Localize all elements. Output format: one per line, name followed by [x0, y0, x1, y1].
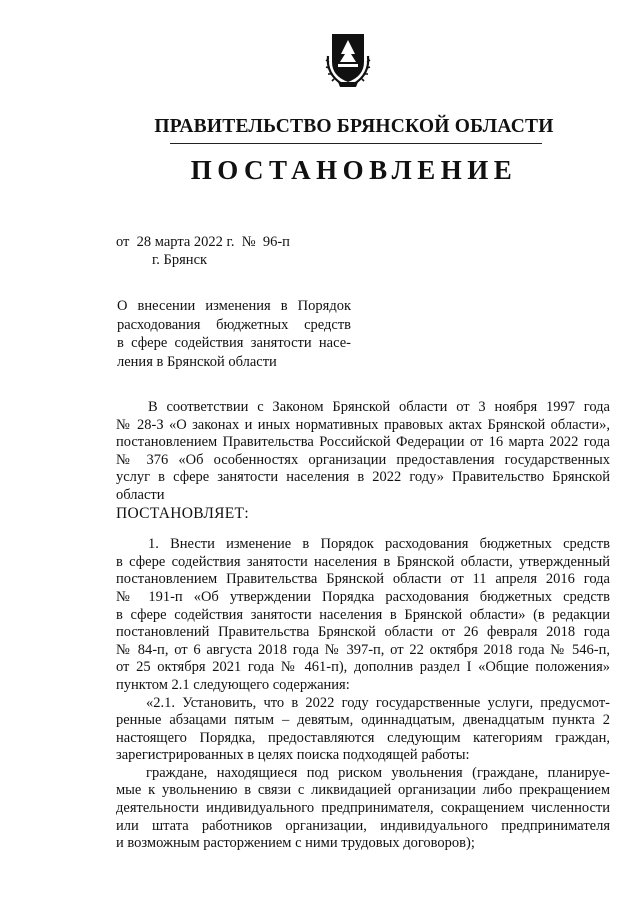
- preamble-line: № 376 «Об особенностях организации предоставления государственных: [116, 451, 610, 468]
- subject-line: О внесении изменения в Порядок: [117, 298, 351, 314]
- document-body: [116, 399, 610, 853]
- clause-2-1-line: зарегистрированных в целях поиска подходящей работы:: [116, 747, 470, 764]
- citizens-line: деятельности индивидуального предпринимателя, сокращением численности: [116, 800, 610, 817]
- subject-line: расходования бюджетных средств: [117, 316, 351, 333]
- header-divider: [170, 143, 542, 144]
- item1-line: в сфере содействия занятости населения в Брянской области, утвержденный: [116, 553, 610, 570]
- organization-name: ПРАВИТЕЛЬСТВО БРЯНСКОЙ ОБЛАСТИ: [154, 116, 554, 137]
- item1-line: № 84-п, от 6 августа 2018 года № 397-п, от 22 октября 2018 года № 546-п,: [116, 641, 610, 658]
- coat-of-arms-icon: [324, 30, 372, 88]
- document-type-title: ПОСТАНОВЛЕНИЕ: [190, 155, 518, 185]
- paragraph-gap: [116, 522, 610, 536]
- resolve-heading: ПОСТАНОВЛЯЕТ:: [116, 504, 249, 522]
- citizens-line: и возможным расторжением с ними трудовых договоров);: [116, 835, 475, 852]
- clause-2-1-line: настоящего Порядка, предоставляются следующим категориям граждан,: [116, 729, 610, 746]
- city-line: г. Брянск: [152, 252, 208, 268]
- preamble-line: № 28-З «О законах и иных нормативных правовых актах Брянской области»,: [116, 416, 610, 433]
- preamble-line: В соответствии с Законом Брянской области от 3 ноября 1997 года: [148, 399, 610, 415]
- item1-line: пунктом 2.1 следующего содержания:: [116, 676, 350, 693]
- date-number-line: от 28 марта 2022 г. № 96-п: [116, 234, 290, 250]
- subject-line: в сфере содействия занятости насе-: [117, 335, 351, 351]
- document-subject: [117, 297, 351, 371]
- citizens-line: или штата работников организации, индивидуального предпринимателя: [116, 817, 610, 834]
- preamble-line: области: [116, 486, 165, 503]
- citizens-line: мые к увольнению в связи с ликвидацией организации либо прекращением: [116, 782, 610, 799]
- clause-2-1-line: «2.1. Установить, что в 2022 году государственные услуги, предусмот-: [146, 694, 610, 711]
- item1-line: от 25 октября 2021 года № 461-п), дополнив раздел I «Общие положения»: [116, 659, 610, 676]
- clause-2-1-line: ренные абзацами пятым – девятым, одиннадцатым, двенадцатым пункта 2: [116, 712, 610, 729]
- preamble-line: постановлением Правительства Российской Федерации от 16 марта 2022 года: [116, 434, 610, 451]
- item1-line: постановлением Правительства Брянской области от 11 апреля 2016 года: [116, 571, 610, 588]
- item1-line: № 191-п «Об утверждении Порядка расходования бюджетных средств: [116, 588, 610, 605]
- citizens-line: граждане, находящиеся под риском увольнения (граждане, планируе-: [146, 764, 610, 781]
- item1-line: 1. Внести изменение в Порядок расходования бюджетных средств: [148, 536, 610, 553]
- preamble-line: услуг в сфере занятости населения в 2022 году» Правительство Брянской: [116, 469, 610, 486]
- item1-line: постановлений Правительства Брянской области от 26 февраля 2018 года: [116, 624, 610, 641]
- item1-line: в сфере содействия занятости населения в Брянской области» (в редакции: [116, 606, 610, 623]
- subject-line: ления в Брянской области: [117, 353, 277, 370]
